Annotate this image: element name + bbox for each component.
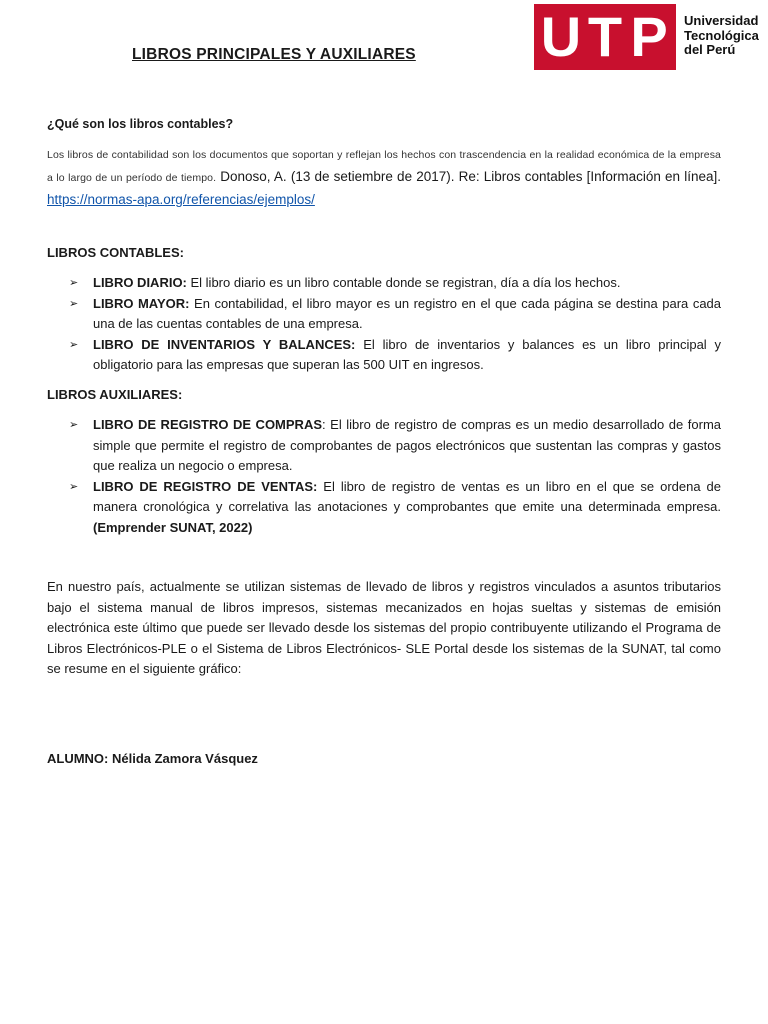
section-heading-contables: LIBROS CONTABLES:: [47, 245, 184, 260]
item-term: LIBRO DE REGISTRO DE VENTAS:: [93, 478, 318, 494]
item-citation: (Emprender SUNAT, 2022): [93, 519, 253, 535]
item-term: LIBRO MAYOR:: [93, 295, 190, 311]
logo-wordmark: [684, 14, 759, 58]
question-heading: ¿Qué son los libros contables?: [47, 117, 234, 131]
logo-letter-u: U: [540, 5, 582, 68]
list-item-registro-ventas: [47, 477, 721, 539]
list-item-registro-compras: [47, 415, 721, 477]
item-text: El libro de registro de ventas es un libro en el que se ordena de manera cronológica y correlativa las anotaciones y comprobantes que emite una determinada empresa.: [93, 478, 721, 514]
arrow-bullet-icon: ➢: [69, 277, 79, 289]
item-term: LIBRO DE REGISTRO DE COMPRAS: [93, 417, 323, 432]
list-item-libro-inventarios: [47, 335, 721, 376]
utp-logo: [534, 4, 764, 70]
logo-line-1: Universidad: [684, 13, 759, 28]
reference-link[interactable]: https://normas-apa.org/referencias/ejemplos/: [47, 192, 315, 207]
student-name: ALUMNO: Nélida Zamora Vásquez: [47, 751, 258, 766]
contables-list: [47, 273, 721, 376]
page-title: LIBROS PRINCIPALES Y AUXILIARES: [132, 46, 416, 63]
item-text: En contabilidad, el libro mayor es un registro en el que cada página se destina para cada una de las cuentas contables de una empresa.: [93, 295, 722, 331]
section-heading-auxiliares: LIBROS AUXILIARES:: [47, 387, 183, 402]
logo-letter-p: P: [630, 5, 668, 68]
list-item-libro-diario: [47, 273, 721, 294]
item-term: LIBRO DE INVENTARIOS Y BALANCES:: [93, 336, 356, 352]
auxiliares-list: [47, 415, 721, 538]
arrow-bullet-icon: ➢: [69, 297, 79, 310]
arrow-bullet-icon: ➢: [69, 419, 79, 431]
logo-line-2: Tecnológica: [684, 27, 759, 43]
arrow-bullet-icon: ➢: [69, 480, 79, 493]
arrow-bullet-icon: ➢: [69, 338, 79, 351]
logo-line-3: del Perú: [684, 42, 736, 57]
intro-citation: Donoso, A. (13 de setiembre de 2017). Re: Libros contables [Información en línea].: [216, 169, 721, 184]
intro-definition: Los libros de contabilidad son los documentos que soportan y reflejan los hechos con trascendencia en la realidad económica de la empresa a lo largo de un período de tiempo.: [47, 149, 721, 184]
logo-letter-t: T: [587, 5, 623, 68]
item-term: LIBRO DIARIO:: [93, 275, 187, 290]
summary-paragraph: En nuestro país, actualmente se utilizan sistemas de llevado de libros y registros vinculados a asuntos tributarios bajo el sistema manual de libros impresos, sistemas mecanizados en hojas sueltas y sistemas de emisión electrónica este último que puede ser llevado desde los sistemas del propio contribuyente utilizando el Programa de Libros Electrónicos-PLE o el Sistema de Libros Electrónicos- SLE Portal desde los sistemas de la SUNAT, tal como se resume en el siguiente gráfico:: [47, 579, 721, 676]
intro-paragraph: [47, 143, 721, 210]
item-text: : El libro de registro de compras es un medio desarrollado de forma simple que permite el registro de comprobantes de pagos electrónicos que sustentan las compras y gastos que realiza un negocio o empresa.: [93, 417, 721, 473]
item-text: El libro de inventarios y balances es un libro principal y obligatorio para las empresas que superan las 500 UIT en ingresos.: [93, 336, 722, 372]
list-item-libro-mayor: [47, 294, 721, 335]
logo-red-box: [534, 4, 676, 70]
item-text: El libro diario es un libro contable donde se registran, día a día los hechos.: [186, 275, 621, 290]
